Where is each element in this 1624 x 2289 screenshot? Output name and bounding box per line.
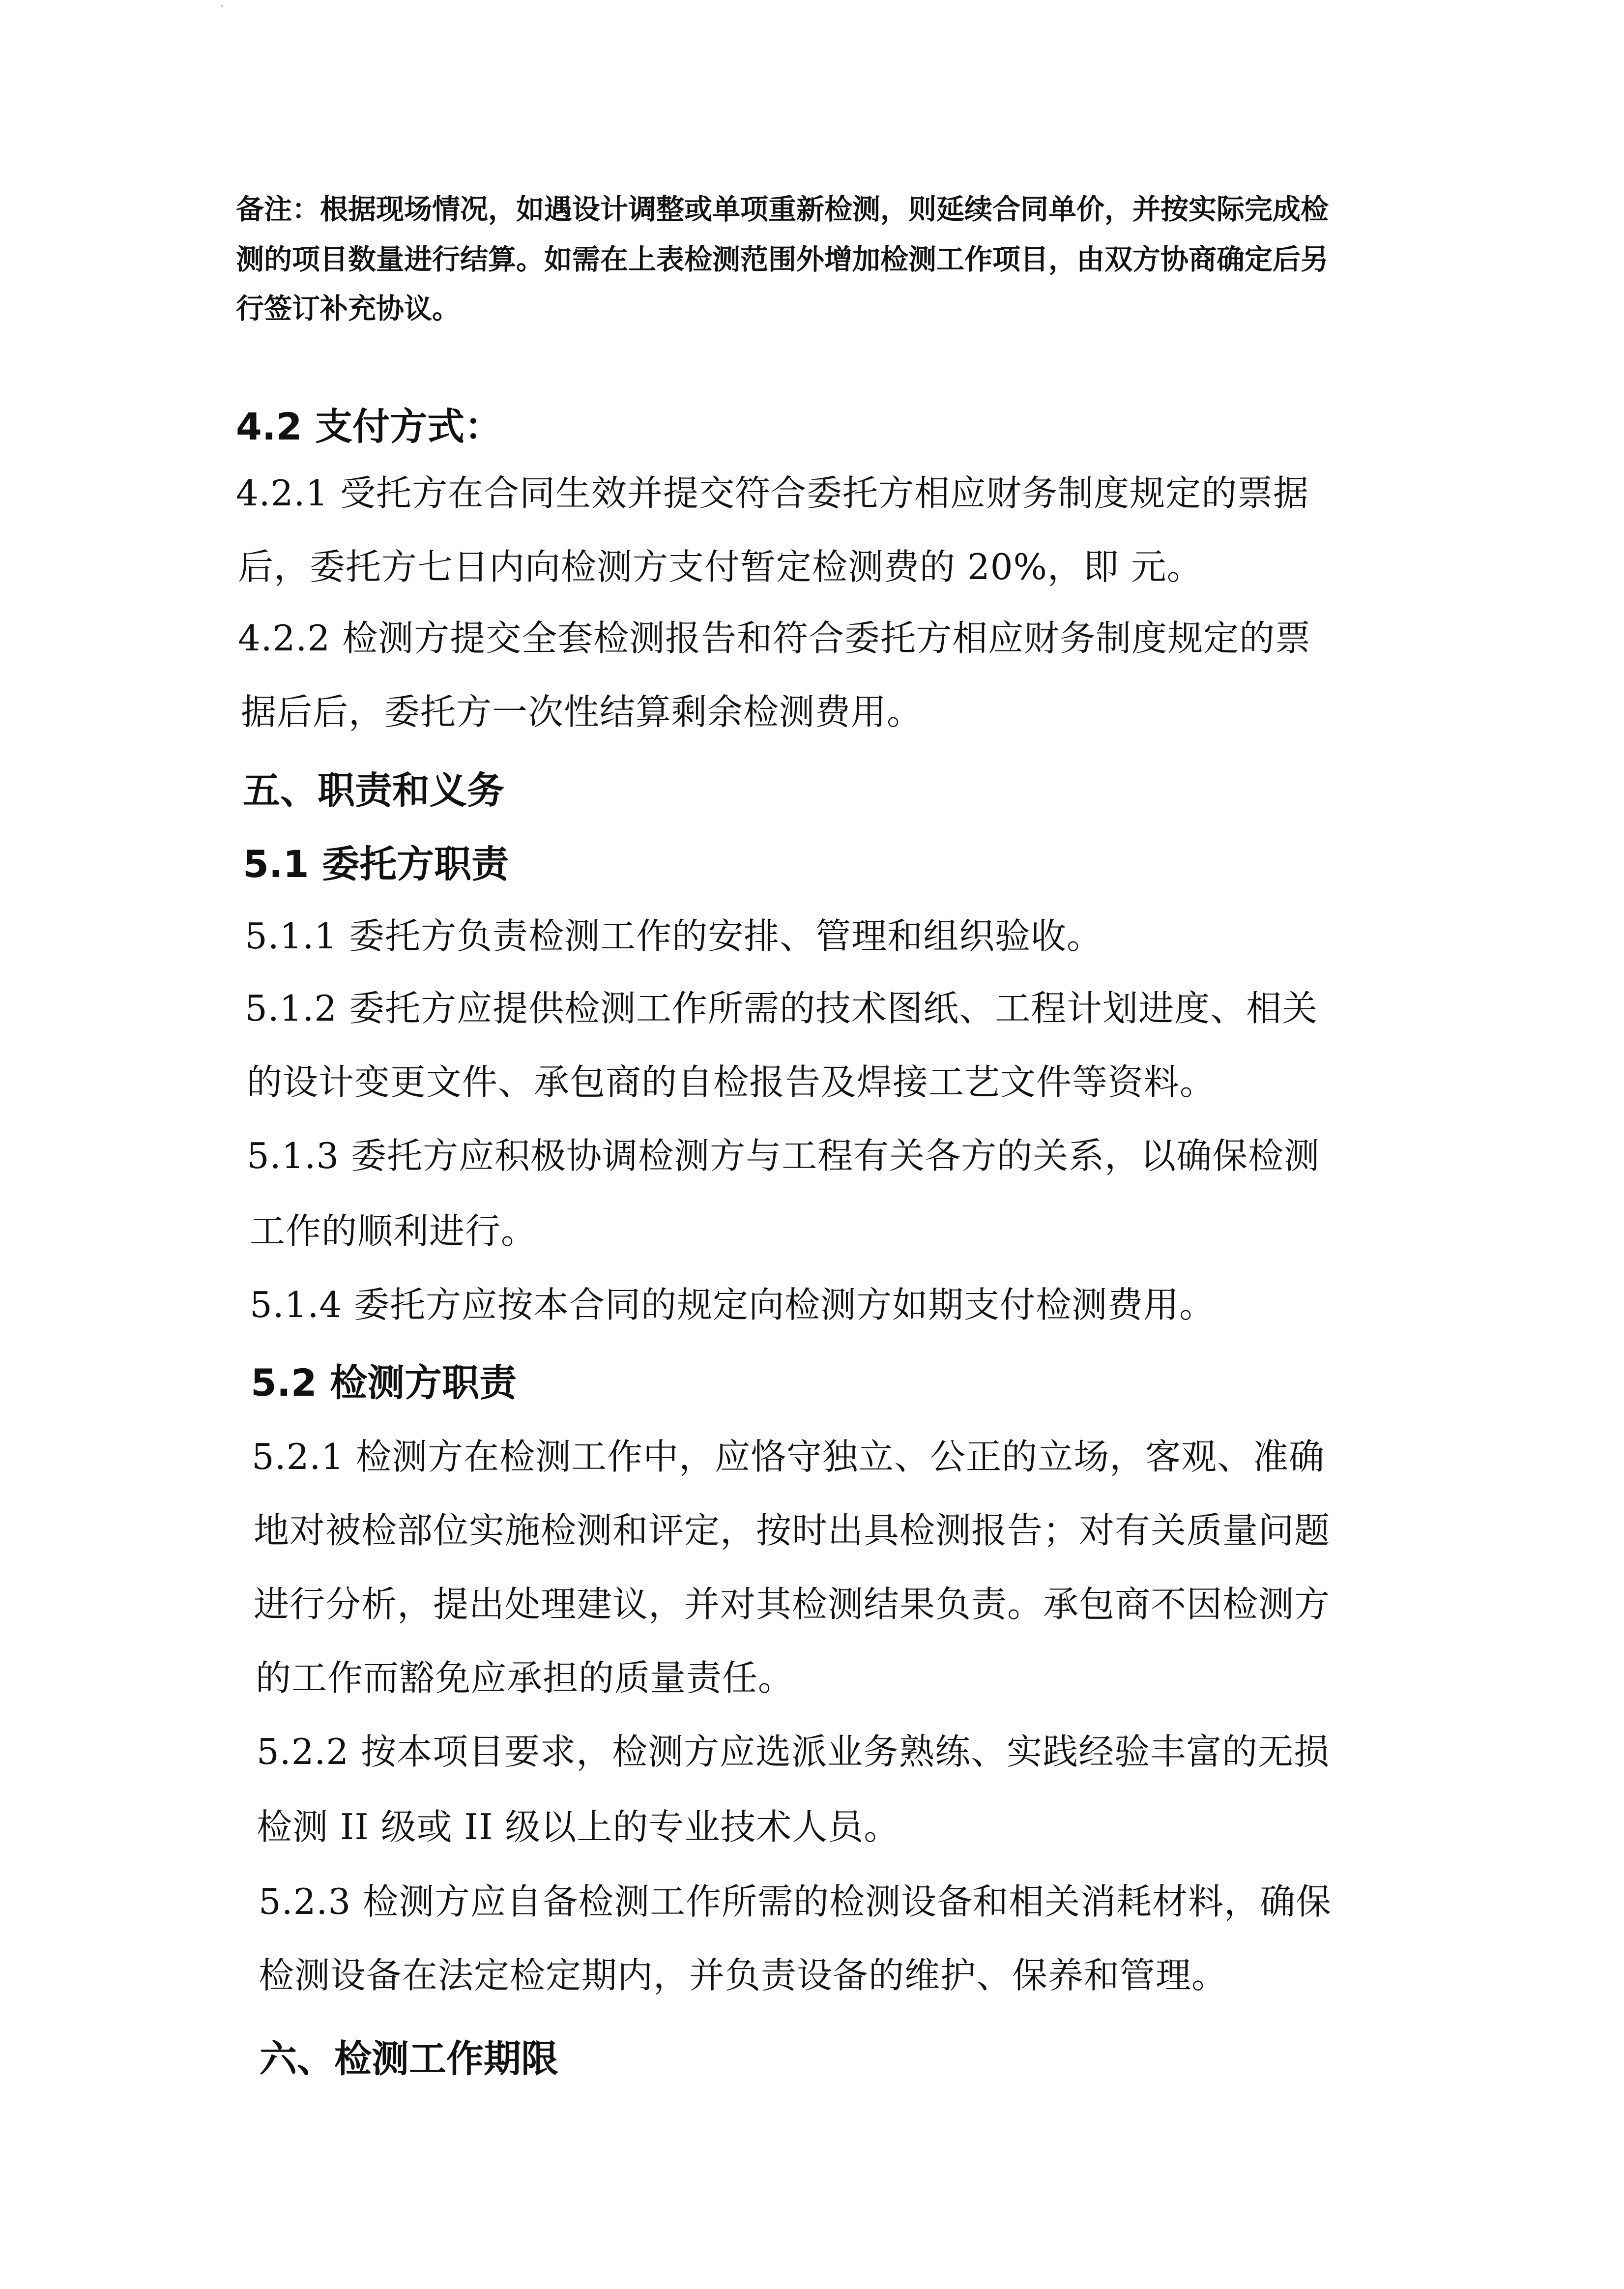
clause-5-2-line-6: 检测 II 级或 II 级以上的专业技术人员。	[257, 1806, 900, 1848]
remark-line-3: 行签订补充协议。	[236, 293, 460, 325]
clause-5-2-line-8: 检测设备在法定检定期内，并负责设备的维护、保养和管理。	[259, 1955, 1228, 1996]
section-4-2-heading: 4.2 支付方式：	[236, 405, 502, 448]
clause-5-1-line-5: 工作的顺利进行。	[250, 1210, 537, 1252]
clause-4-2-1-line-1: 4.2.1 受托方在合同生效并提交符合委托方相应财务制度规定的票据	[236, 472, 1309, 514]
clause-4-2-1-line-2: 后，委托方七日内向检测方支付暂定检测费的 20%，即 元。	[238, 546, 1203, 587]
clause-4-2-2-line-1: 4.2.2 检测方提交全套检测报告和符合委托方相应财务制度规定的票	[238, 617, 1311, 659]
section-5-heading: 五、职责和义务	[243, 768, 504, 812]
section-5-1-heading: 5.1 委托方职责	[243, 842, 509, 886]
clause-5-1-line-6: 5.1.4 委托方应按本合同的规定向检测方如期支付检测费用。	[250, 1284, 1216, 1325]
clause-5-2-line-2: 地对被检部位实施检测和评定，按时出具检测报告；对有关质量问题	[254, 1510, 1331, 1551]
remark-line-2: 测的项目数量进行结算。如需在上表检测范围外增加检测工作项目，由双方协商确定后另	[236, 243, 1329, 276]
clause-5-1-line-3: 的设计变更文件、承包商的自检报告及焊接工艺文件等资料。	[247, 1061, 1216, 1103]
clause-5-1-line-1: 5.1.1 委托方负责检测工作的安排、管理和组织验收。	[245, 915, 1103, 957]
remark-line-1: 备注：根据现场情况，如遇设计调整或单项重新检测，则延续合同单价，并按实际完成检	[236, 193, 1329, 226]
clause-4-2-2-line-2: 据后后，委托方一次性结算剩余检测费用。	[241, 691, 923, 733]
clause-5-2-line-1: 5.2.1 检测方在检测工作中，应恪守独立、公正的立场，客观、准确	[252, 1436, 1325, 1477]
clause-5-2-line-5: 5.2.2 按本项目要求，检测方应选派业务熟练、实践经验丰富的无损	[257, 1731, 1330, 1772]
clause-5-1-line-4: 5.1.3 委托方应积极协调检测方与工程有关各方的关系，以确保检测	[247, 1135, 1320, 1176]
clause-5-1-line-2: 5.1.2 委托方应提供检测工作所需的技术图纸、工程计划进度、相关	[245, 988, 1318, 1029]
section-5-2-heading: 5.2 检测方职责	[251, 1361, 517, 1405]
section-6-heading: 六、检测工作期限	[260, 2037, 558, 2081]
clause-5-2-line-3: 进行分析，提出处理建议，并对其检测结果负责。承包商不因检测方	[254, 1584, 1331, 1625]
clause-5-2-line-4: 的工作而豁免应承担的质量责任。	[256, 1657, 794, 1699]
clause-5-2-line-7: 5.2.3 检测方应自备检测工作所需的检测设备和相关消耗材料，确保	[259, 1881, 1332, 1922]
scan-speck	[221, 5, 223, 7]
